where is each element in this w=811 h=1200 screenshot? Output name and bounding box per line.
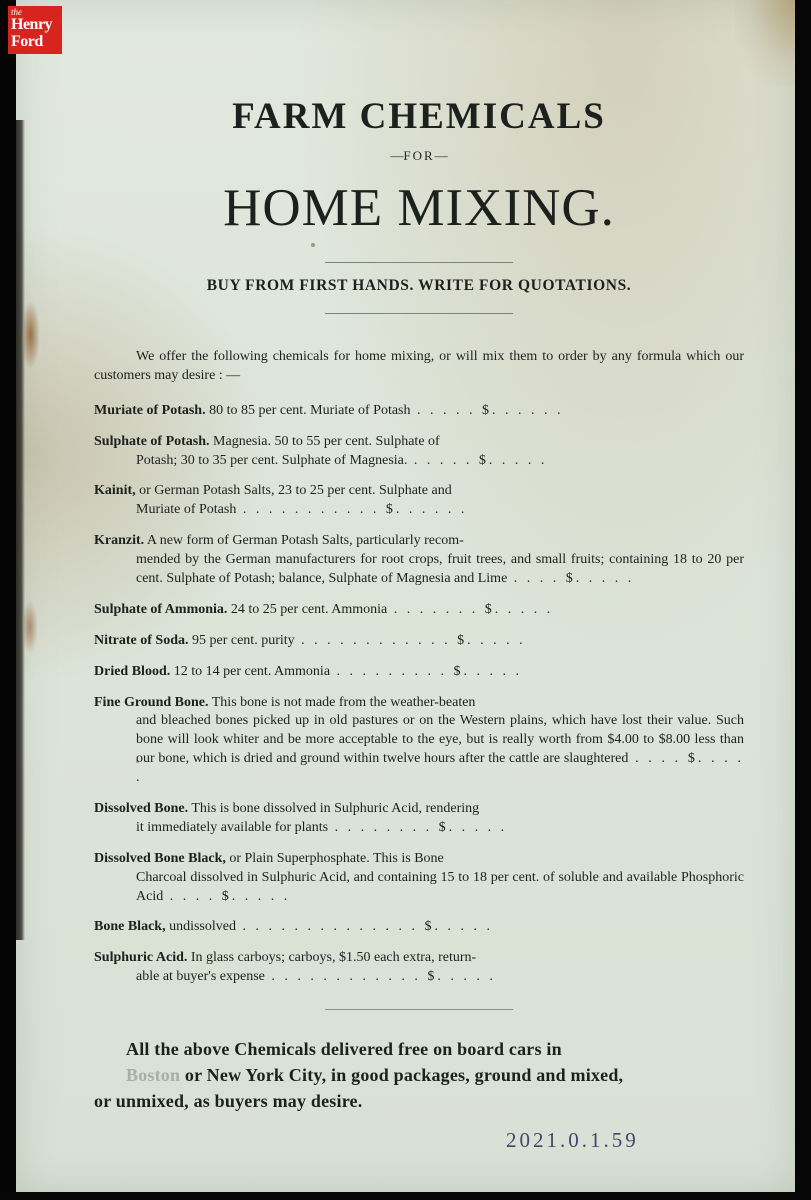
rust-stain-upper [24,300,40,370]
corner-stain [735,0,795,86]
item-label: Muriate of Potash. [94,402,206,418]
bottom-dark-edge [0,1192,811,1200]
logo-line-henry: Henry [11,16,53,34]
list-item [94,949,744,987]
item-leader: . . . . . . . . . $. . . . . [330,663,523,679]
item-text: 12 to 14 per cent. Ammonia [170,663,331,679]
item-label: Kainit, [94,483,136,499]
item-label: Dried Blood. [94,663,171,679]
item-continuation: Muriate of Potash . . . . . . . . . . . $. . . . . . [136,502,468,518]
logo-line-ford: Ford [11,33,43,51]
item-text: 80 to 85 per cent. Muriate of Potash [205,402,411,418]
list-item [94,663,744,682]
intro-paragraph: We offer the following chemicals for home mixing, or will mix them to order by any formula which our customers may desire : — [94,349,744,383]
item-text: This bone is not made from the weather-beaten [208,694,476,710]
item-continuation: and bleached bones picked up in old pastures or on the Western plains, which have lost their value. Such bone will look whiter and be more acceptable to the eye, but is really worth from $4.00 to $8.00 less than our bone, which is dried and ground within twelve hours after the cattle are slaughtered . . . . $. . . . . [136,713,745,786]
item-label: Sulphate of Ammonia. [94,601,228,617]
closing-line-2: Boston or New York City, in good packages, ground and mixed, [94,1062,744,1088]
list-item [94,918,744,937]
list-item [94,433,744,471]
list-item [94,532,744,589]
item-text: or Plain Superphosphate. This is Bone [225,850,444,866]
logo-line-the: the [11,7,22,17]
item-continuation: able at buyer's expense . . . . . . . . . . . . $. . . . . [136,969,496,985]
item-label: Sulphate of Potash. [94,433,210,449]
item-text: This is bone dissolved in Sulphuric Acid, rendering [188,801,480,817]
item-label: Dissolved Bone. [94,801,189,817]
closing-line-1: All the above Chemicals delivered free on board cars in [126,1039,562,1060]
document-body [94,0,744,1114]
right-dark-edge [795,0,811,1200]
item-text: 95 per cent. purity [188,632,295,648]
item-continuation: Charcoal dissolved in Sulphuric Acid, and containing 15 to 18 per cent. of soluble and available Phosphoric Acid . . . . $. . . . . [136,869,744,904]
item-label: Sulphuric Acid. [94,950,188,966]
list-item [94,402,744,421]
list-item [94,850,744,907]
tagline: BUY FROM FIRST HANDS. WRITE FOR QUOTATIONS. [206,277,632,294]
list-item [94,601,744,620]
chemical-list [94,402,744,987]
item-text: 24 to 25 per cent. Ammonia [227,601,388,617]
item-leader: . . . . . $. . . . . . [410,402,564,418]
item-text: or German Potash Salts, 23 to 25 per cent. Sulphate and [135,483,452,499]
paper-sheet [16,0,795,1192]
divider-rule-bottom [325,1009,513,1010]
item-leader: . . . . . . . . . . . . $. . . . . [294,632,526,648]
list-item [94,694,744,788]
item-continuation: it immediately available for plants . . . . . . . . $. . . . . [136,819,508,835]
list-item [94,482,744,520]
item-continuation: Potash; 30 to 35 per cent. Sulphate of Magnesia. . . . . . $. . . . . [136,452,548,468]
left-dark-edge [0,0,16,1200]
item-text: A new form of German Potash Salts, particularly recom- [144,533,464,549]
item-label: Fine Ground Bone. [94,694,209,710]
item-text: undissolved [165,919,236,935]
closing-paragraph [94,1036,744,1114]
for-label: —FOR— [390,148,448,163]
item-label: Nitrate of Soda. [94,632,189,648]
binding-gutter-shadow [16,120,25,940]
divider-rule-top [325,262,513,263]
item-label: Kranzit. [94,533,145,549]
item-leader: . . . . . . . $. . . . . [387,601,554,617]
rust-stain-lower [24,600,38,654]
page-title: FARM CHEMICALS [232,96,606,137]
list-item [94,632,744,651]
item-continuation: mended by the German manufacturers for root crops, fruit trees, and small fruits; containing 18 to 20 per cent. Sulphate of Potash; balance, Sulphate of Magnesia and Lime . . . . $. . . . . [136,552,744,587]
item-text: Magnesia. 50 to 55 per cent. Sulphate of [209,433,440,449]
closing-line-3: or unmixed, as buyers may desire. [94,1091,363,1112]
item-text: In glass carboys; carboys, $1.50 each extra, return- [187,950,477,966]
item-leader: . . . . . . . . . . . . . . $. . . . . [235,919,493,935]
list-item [94,800,744,838]
closing-city-faded: Boston [126,1065,181,1086]
divider-rule-second [325,313,513,314]
page-subtitle: HOME MIXING. [223,179,615,237]
item-label: Bone Black, [94,919,166,935]
henry-ford-logo [8,6,62,54]
item-label: Dissolved Bone Black, [94,850,226,866]
accession-number: 2021.0.1.59 [506,1128,639,1152]
